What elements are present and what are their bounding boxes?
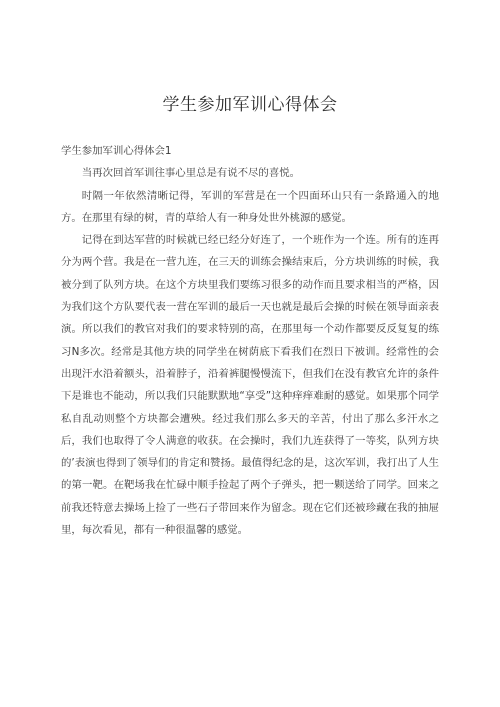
paragraph-3: 记得在到达军营的时候就已经已经分好连了，一个班作为一个连。所有的连再分为两个营。我是在一营九连，在三天的训练会操结束后，分方块训练的时候，我被分到了队列方块。在这个方块里我们要练习很多的动作而且要求相当的严格，因为我们这个方队要代表一营在军训的最后一天也就是最后会操的时候在领导面亲表演。所以我们的教官对我们的要求特别的高，在那里每一个动作都要反反复复的练习N多次。经常是其他方块的同学坐在树荫底下看我们在烈日下被训。经常性的会出现汗水沿着额头，沿着脖子，沿着裤腿慢慢流下，但我们在没有教官允许的条件下是谁也不能动，所以我们只能默默地“享受”这种痒痒难耐的感觉。如果那个同学私自乱动则整个方块都会遭殃。经过我们那么多天的辛苦，付出了那么多汗水之后，我们也取得了令人满意的收获。在会操时，我们九连获得了一等奖，队列方块的’表演也得到了领导们的肯定和赞扬。最值得纪念的是，这次军训，我打出了人生的第一靶。在靶场我在忙碌中顺手捡起了两个子弹头，把一颗送给了同学。回来之前我还特意去操场上捡了一些石子带回来作为留念。现在它们还被珍藏在我的抽屉里，每次看见，都有一种很温馨的感觉。: [61, 234, 439, 537]
document-title: 学生参加军训心得体会: [162, 95, 338, 115]
paragraph-1: 当再次回首军训往事心里总是有说不尽的喜悦。: [81, 167, 300, 180]
section-heading: 学生参加军训心得体会1: [61, 145, 172, 157]
document-body: [61, 140, 439, 541]
paragraph-2: 时隔一年依然清晰记得，军训的军营是在一个四面环山只有一条路通入的地方。在那里有绿的树，青的草给人有一种身处世外桃源的感觉。: [61, 189, 439, 224]
